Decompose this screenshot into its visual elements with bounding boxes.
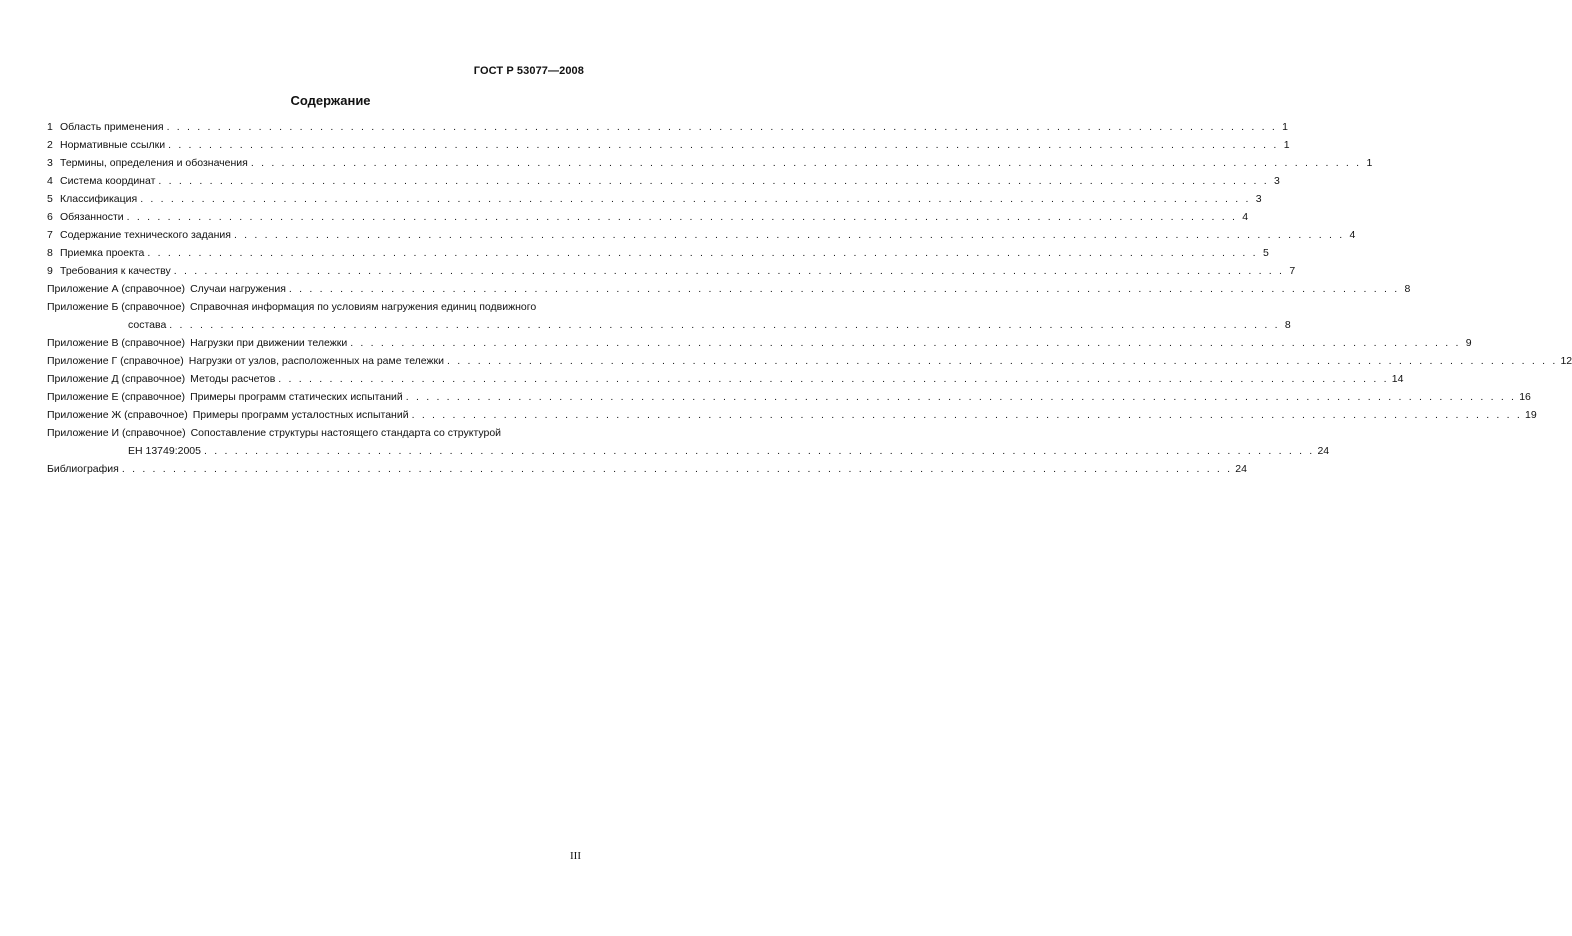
toc-entry-number: 3 bbox=[47, 157, 53, 169]
toc-entry-title: Случаи нагружения bbox=[190, 283, 286, 295]
toc-entry-number: 6 bbox=[47, 211, 53, 223]
toc-entry-title-continuation: состава bbox=[128, 319, 167, 331]
toc-entry-label bbox=[47, 154, 248, 172]
dot-leader: . . . . . . . . . . . . . . . . . . . . . . . . . . . . . . . . . . . . . . . . . . . . . . . . . . . . . . . . . . . . . . . . . . . . . . . . . . . . . . . . . . . . . . . . . . . . . . . . . . . . . . . . . . . . . bbox=[166, 121, 1278, 133]
table-of-contents bbox=[47, 118, 1572, 478]
toc-page-number: 5 bbox=[1262, 247, 1269, 259]
dot-leader: . . . . . . . . . . . . . . . . . . . . . . . . . . . . . . . . . . . . . . . . . . . . . . . . . . . . . . . . . . . . . . . . . . . . . . . . . . . . . . . . . . . . . . . . . . . . . . . . . . . . . . . . . . . . . bbox=[168, 139, 1279, 151]
appendix-prefix: Приложение И (справочное) bbox=[47, 427, 186, 439]
toc-entry-title: Область применения bbox=[60, 121, 164, 133]
dot-leader: . . . . . . . . . . . . . . . . . . . . . . . . . . . . . . . . . . . . . . . . . . . . . . . . . . . . . . . . . . . . . . . . . . . . . . . . . . . . . . . . . . . . . . . . . . . . . . . . . . . . . . . . . . . . . bbox=[411, 409, 1523, 421]
toc-entry-number: 8 bbox=[47, 247, 53, 259]
toc-entry[interactable] bbox=[47, 136, 1290, 154]
toc-entry-title: Приемка проекта bbox=[60, 247, 145, 259]
toc-entry-title: Нагрузки при движении тележки bbox=[190, 337, 348, 349]
toc-entry[interactable] bbox=[47, 370, 1404, 388]
toc-page-number: 3 bbox=[1274, 175, 1280, 187]
toc-page-number: 1 bbox=[1366, 157, 1373, 169]
toc-entry-label bbox=[47, 136, 165, 154]
toc-entry-title: Содержание технического задания bbox=[60, 229, 231, 241]
toc-entry-number: 5 bbox=[47, 193, 53, 205]
dot-leader: . . . . . . . . . . . . . . . . . . . . . . . . . . . . . . . . . . . . . . . . . . . . . . . . . . . . . . . . . . . . . . . . . . . . . . . . . . . . . . . . . . . . . . . . . . . . . . . . . . . . . . . . . . . . . bbox=[233, 229, 1345, 241]
toc-entry-label bbox=[47, 226, 231, 244]
toc-entry[interactable] bbox=[47, 190, 1262, 208]
toc-entry-label bbox=[47, 352, 444, 370]
toc-entry-label bbox=[47, 370, 275, 388]
toc-entry-title: Требования к качеству bbox=[60, 265, 171, 277]
toc-page-number: 9 bbox=[1465, 337, 1472, 349]
toc-page-number: 3 bbox=[1255, 193, 1262, 205]
toc-entry-title-continuation: ЕН 13749:2005 bbox=[128, 445, 201, 457]
toc-entry-title: Методы расчетов bbox=[190, 373, 276, 385]
dot-leader: . . . . . . . . . . . . . . . . . . . . . . . . . . . . . . . . . . . . . . . . . . . . . . . . . . . . . . . . . . . . . . . . . . . . . . . . . . . . . . . . . . . . . . . . . . . . . . . . . . . . . . . . . . . . . bbox=[173, 265, 1285, 277]
appendix-prefix: Приложение Б (справочное) bbox=[47, 301, 185, 313]
toc-page-number: 24 bbox=[1317, 445, 1330, 457]
toc-entry[interactable] bbox=[47, 118, 1289, 136]
dot-leader: . . . . . . . . . . . . . . . . . . . . . . . . . . . . . . . . . . . . . . . . . . . . . . . . . . . . . . . . . . . . . . . . . . . . . . . . . . . . . . . . . . . . . . . . . . . . . . . . . . . . . . . . . . . . . bbox=[169, 319, 1280, 331]
toc-page-number: 1 bbox=[1282, 121, 1289, 133]
dot-leader: . . . . . . . . . . . . . . . . . . . . . . . . . . . . . . . . . . . . . . . . . . . . . . . . . . . . . . . . . . . . . . . . . . . . . . . . . . . . . . . . . . . . . . . . . . . . . . . . . . . . . . . . . . . . . bbox=[447, 355, 1558, 367]
toc-entry-title: Система координат bbox=[60, 175, 156, 187]
toc-page-number: 8 bbox=[1284, 319, 1291, 331]
toc-entry-label bbox=[47, 172, 155, 190]
dot-leader: . . . . . . . . . . . . . . . . . . . . . . . . . . . . . . . . . . . . . . . . . . . . . . . . . . . . . . . . . . . . . . . . . . . . . . . . . . . . . . . . . . . . . . . . . . . . . . . . . . . . . . . . . . . . . bbox=[121, 463, 1233, 475]
toc-entry[interactable] bbox=[47, 262, 1296, 280]
toc-entry-title: Нормативные ссылки bbox=[60, 139, 166, 151]
toc-entry-title: Нагрузки от узлов, расположенных на раме тележки bbox=[188, 355, 445, 367]
dot-leader: . . . . . . . . . . . . . . . . . . . . . . . . . . . . . . . . . . . . . . . . . . . . . . . . . . . . . . . . . . . . . . . . . . . . . . . . . . . . . . . . . . . . . . . . . . . . . . . . . . . . . . . . . . . . . bbox=[147, 247, 1258, 259]
toc-entry[interactable] bbox=[47, 172, 1280, 190]
page-title: Содержание bbox=[290, 93, 371, 108]
toc-entry-number: 1 bbox=[47, 121, 53, 133]
dot-leader: . . . . . . . . . . . . . . . . . . . . . . . . . . . . . . . . . . . . . . . . . . . . . . . . . . . . . . . . . . . . . . . . . . . . . . . . . . . . . . . . . . . . . . . . . . . . . . . . . . . . . . . . . . . . . bbox=[158, 175, 1269, 187]
toc-entry-label bbox=[47, 208, 124, 226]
toc-page-number: 8 bbox=[1404, 283, 1411, 295]
toc-page-number: 14 bbox=[1391, 373, 1404, 385]
toc-page-number: 24 bbox=[1235, 463, 1247, 475]
toc-entry[interactable] bbox=[47, 208, 1249, 226]
toc-entry-label bbox=[47, 244, 144, 262]
toc-entry[interactable] bbox=[47, 352, 1572, 370]
toc-entry-label bbox=[47, 298, 536, 316]
toc-entry-title: Примеры программ статических испытаний bbox=[190, 391, 403, 403]
toc-entry-title: Термины, определения и обозначения bbox=[60, 157, 248, 169]
toc-entry-label bbox=[47, 388, 403, 406]
toc-entry-title: Обязанности bbox=[60, 211, 124, 223]
dot-leader: . . . . . . . . . . . . . . . . . . . . . . . . . . . . . . . . . . . . . . . . . . . . . . . . . . . . . . . . . . . . . . . . . . . . . . . . . . . . . . . . . . . . . . . . . . . . . . . . . . . . . . . . . . . . . bbox=[126, 211, 1238, 223]
toc-entry-label bbox=[47, 190, 137, 208]
toc-entry[interactable] bbox=[47, 244, 1269, 262]
toc-entry-number: 7 bbox=[47, 229, 53, 241]
dot-leader: . . . . . . . . . . . . . . . . . . . . . . . . . . . . . . . . . . . . . . . . . . . . . . . . . . . . . . . . . . . . . . . . . . . . . . . . . . . . . . . . . . . . . . . . . . . . . . . . . . . . . . . . . . . . . bbox=[140, 193, 1251, 205]
appendix-prefix: Приложение Г (справочное) bbox=[47, 355, 184, 367]
dot-leader: . . . . . . . . . . . . . . . . . . . . . . . . . . . . . . . . . . . . . . . . . . . . . . . . . . . . . . . . . . . . . . . . . . . . . . . . . . . . . . . . . . . . . . . . . . . . . . . . . . . . . . . . . . . . . bbox=[350, 337, 1461, 349]
toc-entry[interactable] bbox=[47, 154, 1373, 172]
toc-entry-title: Сопоставление структуры настоящего стандарта со структурой bbox=[190, 427, 502, 439]
toc-entry[interactable] bbox=[47, 280, 1411, 298]
appendix-prefix: Приложение А (справочное) bbox=[47, 283, 186, 295]
appendix-prefix: Приложение Е (справочное) bbox=[47, 391, 186, 403]
toc-entry-title: Классификация bbox=[60, 193, 138, 205]
dot-leader: . . . . . . . . . . . . . . . . . . . . . . . . . . . . . . . . . . . . . . . . . . . . . . . . . . . . . . . . . . . . . . . . . . . . . . . . . . . . . . . . . . . . . . . . . . . . . . . . . . . . . . . . . . . . . bbox=[288, 283, 1400, 295]
toc-entry-title: Библиография bbox=[47, 463, 119, 475]
toc-entry-label bbox=[47, 280, 286, 298]
toc-page-number: 1 bbox=[1283, 139, 1290, 151]
toc-entry[interactable] bbox=[47, 406, 1537, 424]
toc-entry-title: Примеры программ усталостных испытаний bbox=[192, 409, 409, 421]
toc-page-number: 12 bbox=[1560, 355, 1572, 367]
toc-entry-title: Справочная информация по условиям нагружения единиц подвижного bbox=[189, 301, 537, 313]
toc-entry-number: 9 bbox=[47, 265, 53, 277]
toc-entry-label bbox=[47, 118, 164, 136]
dot-leader: . . . . . . . . . . . . . . . . . . . . . . . . . . . . . . . . . . . . . . . . . . . . . . . . . . . . . . . . . . . . . . . . . . . . . . . . . . . . . . . . . . . . . . . . . . . . . . . . . . . . . . . . . . . . . bbox=[250, 157, 1362, 169]
toc-entry-label bbox=[47, 262, 171, 280]
toc-entry[interactable] bbox=[47, 388, 1531, 406]
toc-entry-label bbox=[47, 406, 409, 424]
dot-leader: . . . . . . . . . . . . . . . . . . . . . . . . . . . . . . . . . . . . . . . . . . . . . . . . . . . . . . . . . . . . . . . . . . . . . . . . . . . . . . . . . . . . . . . . . . . . . . . . . . . . . . . . . . . . . bbox=[405, 391, 1517, 403]
toc-entry[interactable] bbox=[47, 424, 1330, 460]
toc-entry-label bbox=[47, 334, 347, 352]
toc-entry-number: 2 bbox=[47, 139, 53, 151]
dot-leader: . . . . . . . . . . . . . . . . . . . . . . . . . . . . . . . . . . . . . . . . . . . . . . . . . . . . . . . . . . . . . . . . . . . . . . . . . . . . . . . . . . . . . . . . . . . . . . . . . . . . . . . . . . . . . bbox=[278, 373, 1389, 385]
toc-page-number: 4 bbox=[1242, 211, 1249, 223]
toc-entry[interactable] bbox=[47, 226, 1356, 244]
toc-entry-label bbox=[47, 424, 501, 442]
appendix-prefix: Приложение Ж (справочное) bbox=[47, 409, 188, 421]
toc-entry[interactable] bbox=[47, 460, 1247, 478]
toc-page-number: 16 bbox=[1519, 391, 1531, 403]
toc-entry[interactable] bbox=[47, 334, 1472, 352]
toc-page-number: 7 bbox=[1289, 265, 1296, 277]
toc-entry-number: 4 bbox=[47, 175, 53, 187]
toc-page-number: 19 bbox=[1525, 409, 1537, 421]
appendix-prefix: Приложение В (справочное) bbox=[47, 337, 186, 349]
appendix-prefix: Приложение Д (справочное) bbox=[47, 373, 186, 385]
toc-page-number: 4 bbox=[1349, 229, 1356, 241]
dot-leader: . . . . . . . . . . . . . . . . . . . . . . . . . . . . . . . . . . . . . . . . . . . . . . . . . . . . . . . . . . . . . . . . . . . . . . . . . . . . . . . . . . . . . . . . . . . . . . . . . . . . . . . . . . . . . bbox=[203, 445, 1315, 457]
document-code: ГОСТ Р 53077—2008 bbox=[473, 65, 584, 77]
page-number-roman: III bbox=[570, 850, 581, 862]
toc-entry[interactable] bbox=[47, 298, 1291, 334]
